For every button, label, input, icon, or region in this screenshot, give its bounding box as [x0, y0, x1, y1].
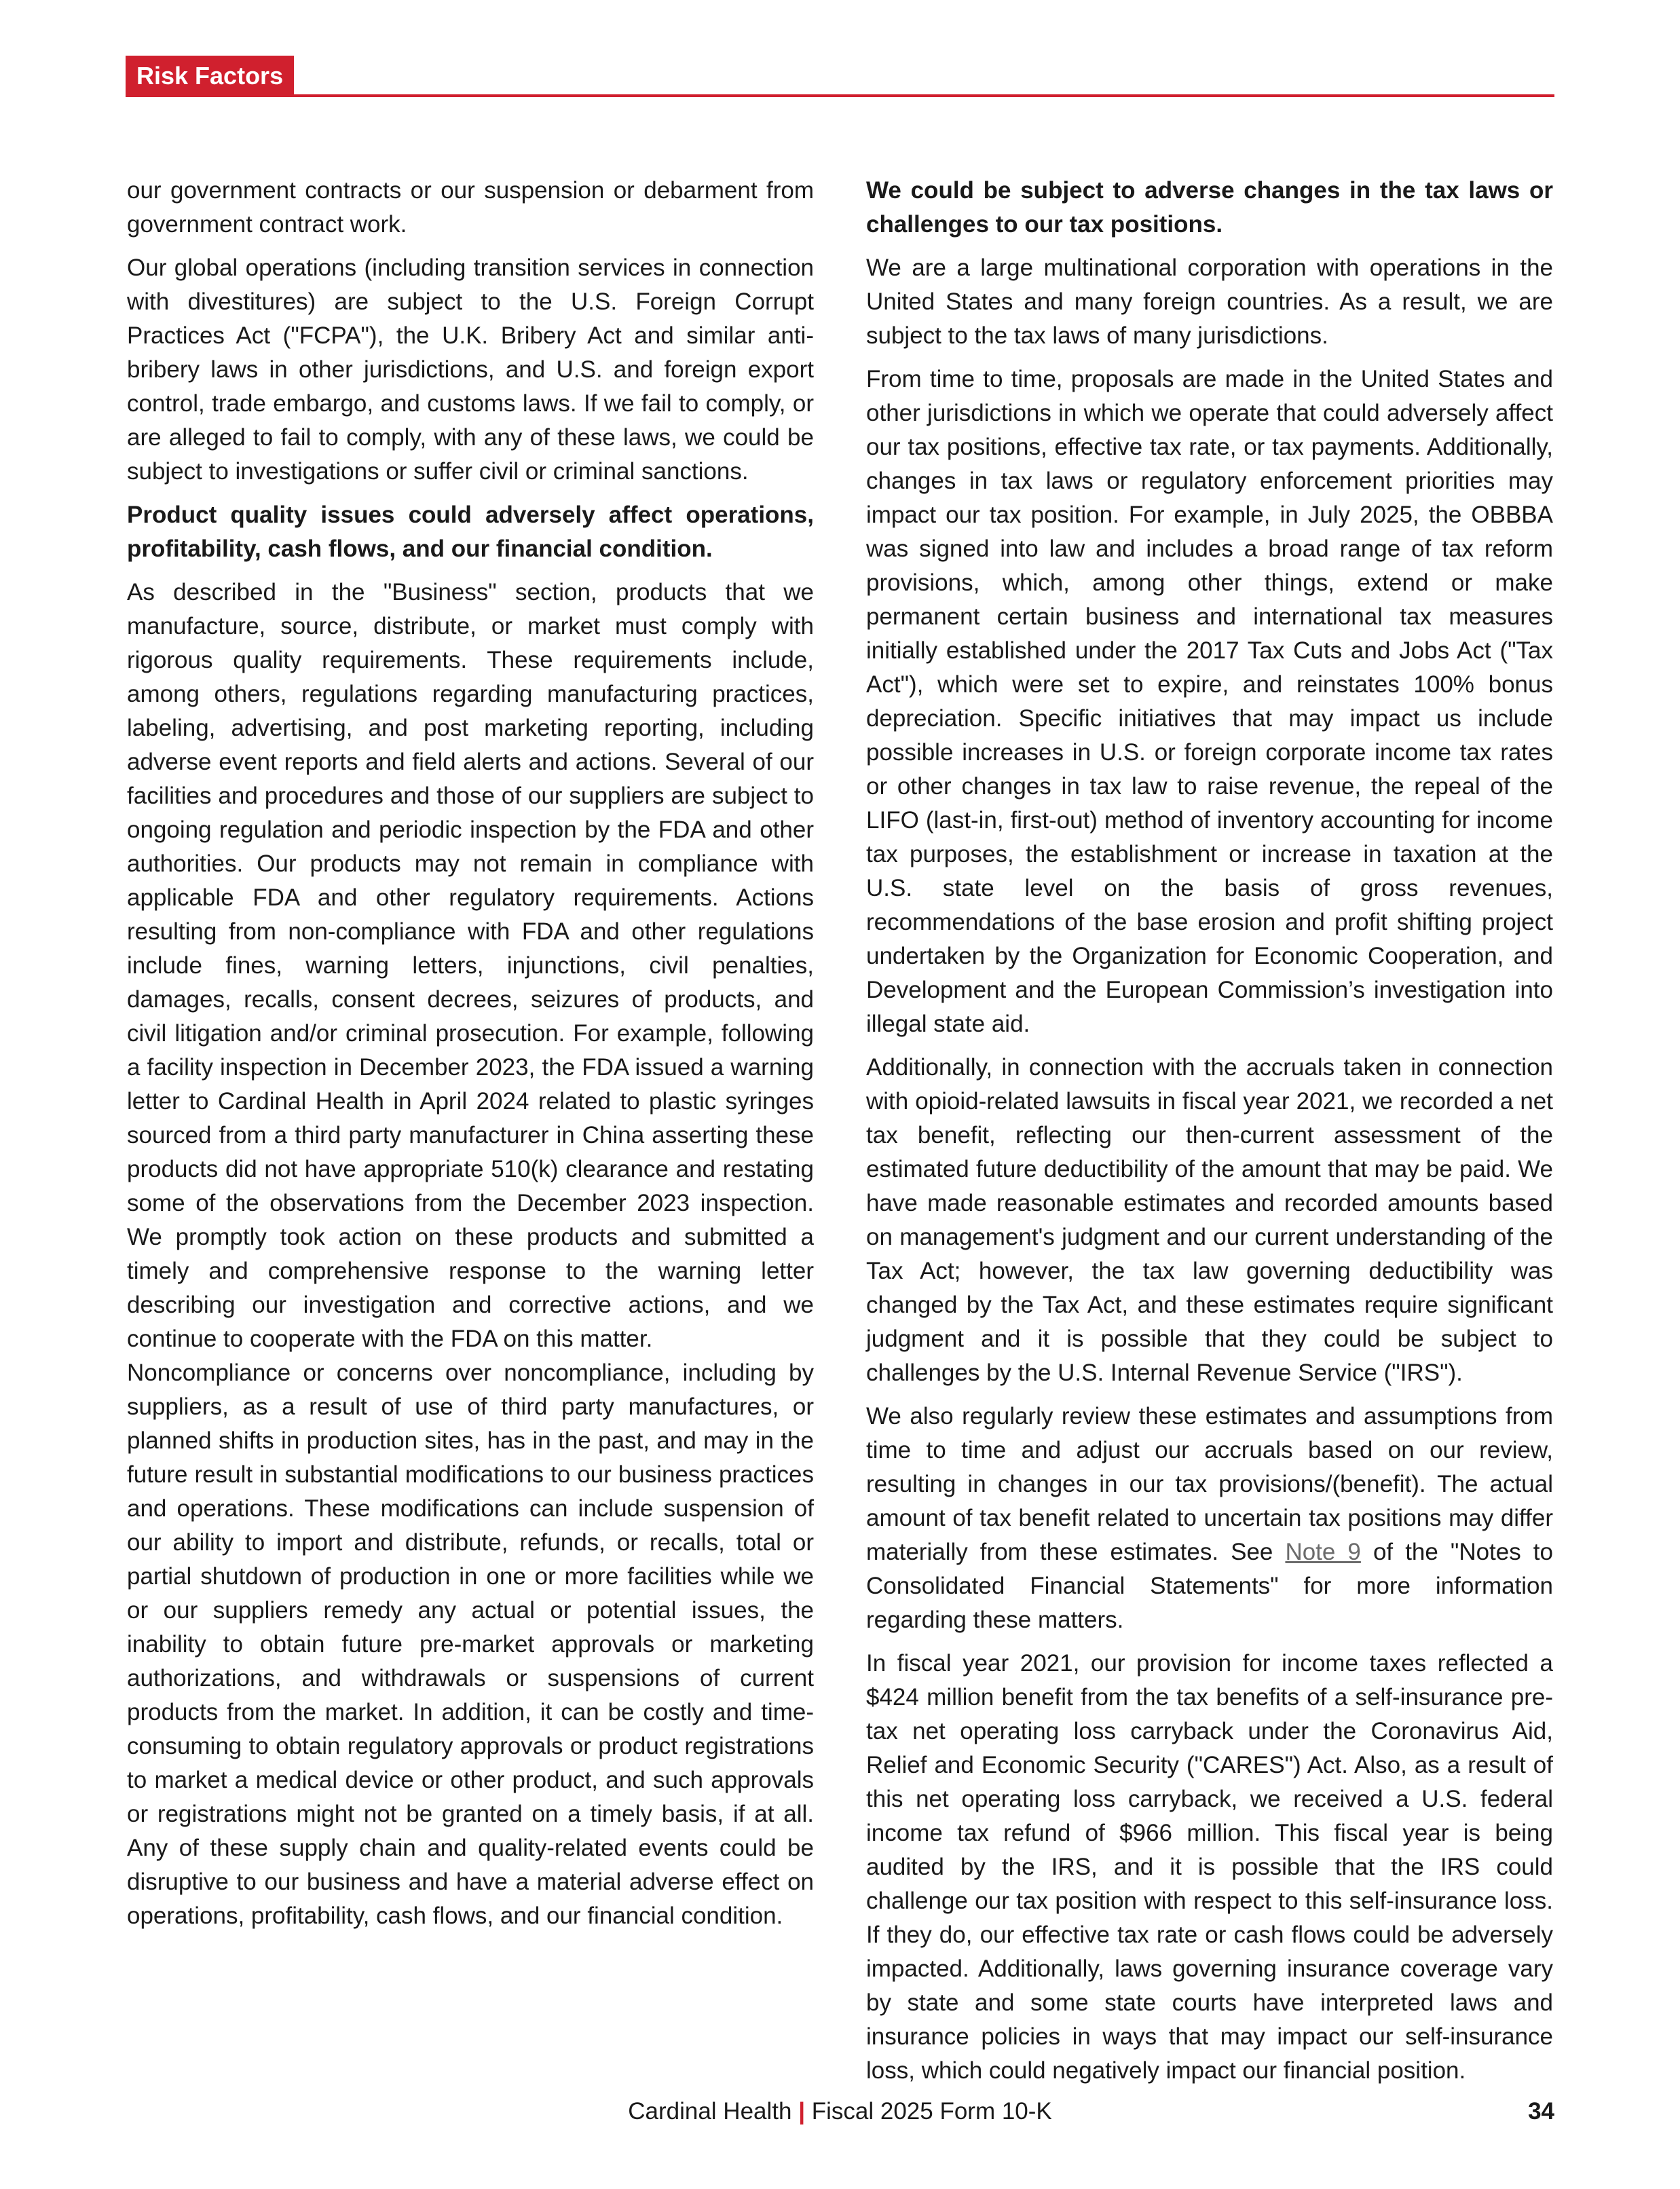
- paragraph-opioid-accruals: Additionally, in connection with the accruals taken in connection with opioid-related lawsuits in fiscal year 2021, we recorded a net tax benefit, reflecting our then-current assessment of the estimated future deductibility of the amount that may be paid. We have made reasonable estimates and recorded amounts based on management's judgment and our current understanding of the Tax Act; however, the tax law governing deductibility was changed by the Tax Act, and these estimates require significant judgment and it is possible that they could be subject to challenges by the U.S. Internal Revenue Service ("IRS").: [866, 1054, 1553, 1386]
- paragraph-fiscal-2021: In fiscal year 2021, our provision for income taxes reflected a $424 million benefit from the tax benefits of a self-insurance pre-tax net operating loss carryback under the Coronavirus Aid, Relief and Economic Security ("CARES") Act. Also, as a result of this net operating loss carryback, we received a U.S. federal income tax refund of $966 million. This fiscal year is being audited by the IRS, and it is possible that the IRS could challenge our tax position with respect to this self-insurance loss. If they do, our effective tax rate or cash flows could be adversely impacted. Additionally, laws governing insurance coverage vary by state and some state courts have interpreted laws and insurance policies in ways that may impact our self-insurance loss, which could negatively impact our financial position.: [866, 1650, 1553, 2084]
- left-column: [127, 174, 814, 1943]
- heading-product-quality: Product quality issues could adversely affect operations, profitability, cash flows, and our financial condition.: [127, 502, 814, 562]
- right-column: [866, 174, 1553, 2097]
- header-rule: [126, 94, 1554, 97]
- paragraph-noncompliance: Noncompliance or concerns over noncompliance, including by suppliers, as a result of use of third party manufactures, or planned shifts in production sites, has in the past, and may in the future result in substantial modifications to our business practices and operations. These modifications can include suspension of our ability to import and distribute, refunds, or recalls, total or partial shutdown of production in one or more facilities while we or our suppliers remedy any actual or potential issues, the inability to obtain future pre-market approvals or marketing authorizations, and withdrawals or suspensions of current products from the market. In addition, it can be costly and time-consuming to obtain regulatory approvals or product registrations to market a medical device or other product, and such approvals or registrations might not be granted on a timely basis, if at all. Any of these supply chain and quality-related events could be disruptive to our business and have a material adverse effect on operations, profitability, cash flows, and our financial condition.: [127, 1360, 814, 1929]
- paragraph-estimates-text-end: of the "Notes to Consolidated Financial Statements" for more information regarding these matters.: [866, 1539, 1553, 1633]
- footer: [0, 2095, 1680, 2129]
- paragraph-multinational: We are a large multinational corporation with operations in the United States and many foreign countries. As a result, we are subject to the tax laws of many jurisdictions.: [866, 255, 1553, 349]
- paragraph-estimates-text: We also regularly review these estimates and assumptions from time to time and adjust our accruals based on our review, resulting in changes in our tax provisions/(benefit). The actual amount of tax benefit related to uncertain tax positions may differ materially from these estimates. See: [866, 1403, 1553, 1565]
- footer-separator: |: [798, 2098, 805, 2125]
- heading-tax-laws: We could be subject to adverse changes in the tax laws or challenges to our tax positions.: [866, 177, 1553, 238]
- footer-document: Fiscal 2025 Form 10-K: [811, 2098, 1052, 2125]
- paragraph-government-contracts: our government contracts or our suspension or debarment from government contract work.: [127, 177, 814, 238]
- page-number: 34: [1528, 2098, 1554, 2125]
- paragraph-global-operations: Our global operations (including transition services in connection with divestitures) are subject to the U.S. Foreign Corrupt Practices Act ("FCPA"), the U.K. Bribery Act and similar anti-bribery laws in other jurisdictions, and U.S. and foreign export control, trade embargo, and customs laws. If we fail to comply, or are alleged to fail to comply, with any of these laws, we could be subject to investigations or suffer civil or criminal sanctions.: [127, 255, 814, 485]
- paragraph-tax-proposals: From time to time, proposals are made in the United States and other jurisdictions in which we operate that could adversely affect our tax positions, effective tax rate, or tax payments. Additionally, changes in tax laws or regulatory enforcement priorities may impact our tax position. For example, in July 2025, the OBBBA was signed into law and includes a broad range of tax reform provisions, which, among other things, extend or make permanent certain business and international tax measures initially established under the 2017 Tax Cuts and Jobs Act ("Tax Act"), which were set to expire, and reinstates 100% bonus depreciation. Specific initiatives that may impact us include possible increases in U.S. or foreign corporate income tax rates or other changes in tax law to raise revenue, the repeal of the LIFO (last-in, first-out) method of inventory accounting for income tax purposes, the establishment or increase in taxation at the U.S. state level on the basis of gross revenues, recommendations of the base erosion and profit shifting project undertaken by the Organization for Economic Cooperation, and Development and the European Commission’s investigation into illegal state aid.: [866, 366, 1553, 1037]
- footer-company: Cardinal Health: [628, 2098, 792, 2125]
- section-label: Risk Factors: [126, 56, 294, 96]
- paragraph-quality-requirements: As described in the "Business" section, products that we manufacture, source, distribute, or market must comply with rigorous quality requirements. These requirements include, among others, regulations regarding manufacturing practices, labeling, advertising, and post marketing reporting, including adverse event reports and field alerts and actions. Several of our facilities and procedures and those of our suppliers are subject to ongoing regulation and periodic inspection by the FDA and other authorities. Our products may not remain in compliance with applicable FDA and other regulatory requirements. Actions resulting from non-compliance with FDA and other regulations include fines, warning letters, injunctions, civil penalties, damages, recalls, consent decrees, seizures of products, and civil litigation and/or criminal prosecution. For example, following a facility inspection in December 2023, the FDA issued a warning letter to Cardinal Health in April 2024 related to plastic syringes sourced from a third party manufacturer in China asserting these products did not have appropriate 510(k) clearance and restating some of the observations from the December 2023 inspection. We promptly took action on these products and submitted a timely and comprehensive response to the warning letter describing our investigation and corrective actions, and we continue to cooperate with the FDA on this matter.: [127, 579, 814, 1352]
- note-9-link[interactable]: Note 9: [1285, 1539, 1361, 1565]
- paragraph-estimates-review: [866, 1400, 1553, 1637]
